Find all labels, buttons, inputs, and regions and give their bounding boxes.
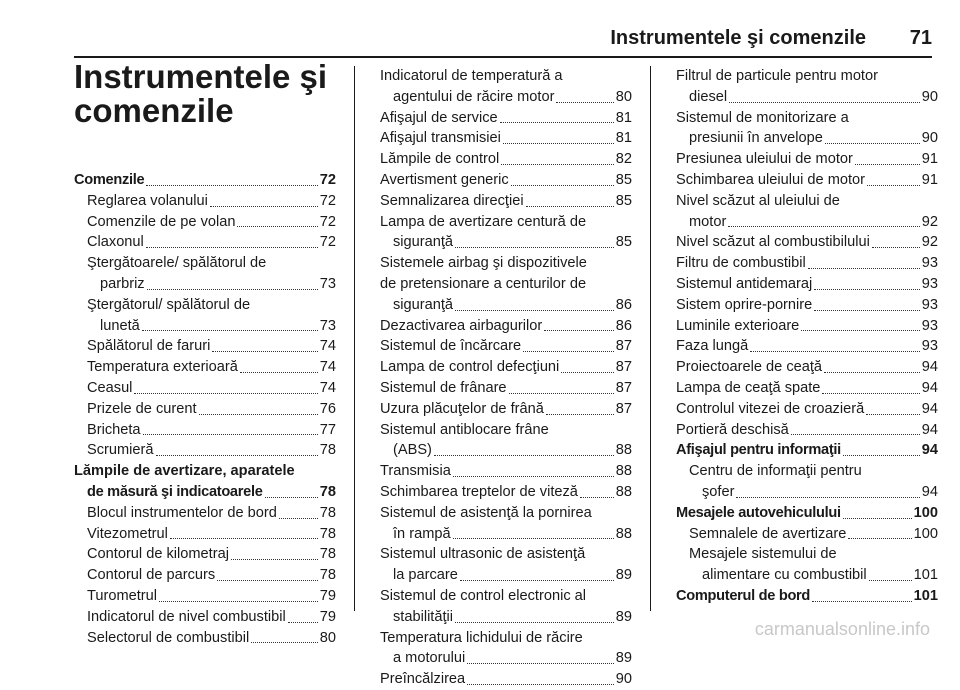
toc-entry-label-line: Sistemul de asistenţă la pornirea [380,504,592,521]
toc-entry[interactable] [676,336,938,357]
toc-entry-label: siguranţă [393,234,454,251]
dot-leader [729,102,920,103]
toc-entry-label: (ABS) [393,442,432,459]
toc-entry-page: 94 [921,483,938,500]
toc-entry-page: 73 [319,317,336,334]
toc-entry[interactable] [74,336,336,357]
toc-entry[interactable] [74,544,336,565]
toc-entry-label: agentului de răcire motor [393,88,555,105]
dot-leader [843,455,920,456]
toc-entry-page: 78 [319,546,336,563]
toc-entry-label: şofer [702,483,735,500]
toc-entry-label: Sistemul de încărcare [380,338,522,355]
dot-leader [526,206,614,207]
dot-leader [467,684,614,685]
toc-entry-label: Luminile exterioare [676,317,800,334]
toc-entry[interactable] [74,440,336,461]
toc-entry-label: diesel [689,88,728,105]
toc-entry[interactable] [74,420,336,441]
toc-entry-page: 82 [615,151,632,168]
toc-entry-label: Ceasul [87,379,133,396]
toc-entry-label: Temperatura exterioară [87,359,238,376]
toc-entry-label: Contorul de parcurs [87,567,216,584]
toc-entry-label: presiunii în anvelope [689,130,823,147]
toc-entry-page: 76 [319,400,336,417]
page-header [74,27,932,53]
toc-entry-label: Comenzile [74,172,145,188]
toc-entry-label: Preîncălzirea [380,671,466,688]
toc-entry[interactable] [380,316,632,337]
toc-entry-page: 80 [319,629,336,646]
toc-entry-page: 88 [615,442,632,459]
toc-entry-page: 88 [615,463,632,480]
toc-entry[interactable] [74,461,336,503]
dot-leader [511,185,614,186]
toc-entry-page: 90 [615,671,632,688]
toc-entry[interactable] [380,586,632,628]
page-number: 71 [909,27,932,49]
toc-entry-label: Faza lungă [676,338,749,355]
dot-leader [501,164,614,165]
toc-entry-page: 88 [615,483,632,500]
toc-entry-label: Sistem oprire-pornire [676,296,813,313]
toc-entry-label: Selectorul de combustibil [87,629,250,646]
dot-leader [855,164,920,165]
toc-entry[interactable] [74,503,336,524]
dot-leader [869,580,912,581]
dot-leader [156,455,318,456]
toc-entry-label: Contorul de kilometraj [87,546,229,563]
dot-leader [237,226,317,227]
toc-entry[interactable] [380,191,632,212]
toc-entry-label: Uzura plăcuţelor de frână [380,400,544,417]
toc-entry-page: 74 [319,379,336,396]
toc-entry[interactable] [380,66,632,108]
toc-entry-label: Indicatorul de nivel combustibil [87,608,286,625]
toc-entry[interactable] [380,503,632,545]
toc-entry[interactable] [676,524,938,545]
toc-entry-label-line: Centru de informaţii pentru [689,463,862,480]
header-title: Instrumentele şi comenzile [610,27,866,49]
dot-leader [460,580,614,581]
toc-entry-label-line: de pretensionare a centurilor de [380,275,587,292]
toc-entry-page: 94 [921,442,938,459]
toc-entry-label: a motorului [393,650,466,667]
toc-entry-label: Schimbarea treptelor de viteză [380,483,578,500]
toc-entry-page: 78 [319,567,336,584]
toc-entry-page: 94 [921,359,938,376]
toc-entry-label: Sistemul de frânare [380,379,507,396]
toc-entry-label: Claxonul [87,234,144,251]
toc-entry[interactable] [74,212,336,233]
toc-column-2 [380,66,632,690]
toc-entry[interactable] [74,565,336,586]
toc-entry[interactable] [676,378,938,399]
toc-entry-label: Reglarea volanului [87,192,208,209]
column-divider [650,66,651,611]
toc-entry-label: Turometrul [87,587,158,604]
toc-entry[interactable] [74,628,336,649]
toc-entry[interactable] [380,544,632,586]
dot-leader [455,247,614,248]
toc-entry-page: 89 [615,608,632,625]
dot-leader [544,330,614,331]
toc-entry-label: Schimbarea uleiului de motor [676,171,866,188]
toc-entry-page: 89 [615,567,632,584]
toc-entry-page: 78 [319,483,336,500]
toc-entry[interactable] [676,503,938,524]
toc-entry-page: 80 [615,88,632,105]
toc-entry-page: 87 [615,379,632,396]
dot-leader [546,414,614,415]
toc-entry-label-line: Temperatura lichidului de răcire [380,629,583,646]
toc-entry-page: 92 [921,234,938,251]
toc-entry-page: 87 [615,359,632,376]
toc-entry-page: 101 [913,567,938,584]
toc-entry-page: 94 [921,400,938,417]
toc-entry-label: Semnalizarea direcţiei [380,192,524,209]
dot-leader [866,414,920,415]
toc-entry-label-line: Sistemul de control electronic al [380,587,587,604]
dot-leader [210,206,318,207]
toc-entry-label-line: Filtrul de particule pentru motor [676,68,878,84]
dot-leader [288,622,318,623]
toc-entry[interactable] [74,170,336,191]
toc-entry-label: Semnalele de avertizare [689,525,847,542]
toc-entry-label: motor [689,213,727,230]
toc-entry-label: Avertisment generic [380,171,509,188]
toc-entry[interactable] [676,66,938,108]
dot-leader [279,518,318,519]
toc-entry-label-line: Mesajele sistemului de [689,546,837,563]
dot-leader [217,580,318,581]
dot-leader [500,122,614,123]
toc-entry[interactable] [676,461,938,503]
toc-entry-page: 81 [615,109,632,126]
toc-entry-page: 85 [615,192,632,209]
dot-leader [265,497,318,498]
toc-entry-label: Spălătorul de faruri [87,338,211,355]
dot-leader [199,414,318,415]
toc-entry-label: Lămpile de control [380,151,500,168]
toc-entry[interactable] [676,420,938,441]
dot-leader [736,497,919,498]
toc-entry-label: Nivel scăzut al combustibilului [676,234,870,251]
dot-leader [523,351,614,352]
toc-entry-page: 78 [319,504,336,521]
toc-entry[interactable] [380,212,632,254]
dot-leader [147,289,318,290]
toc-entry-label-line: Ştergătoarele/ spălătorul de [87,255,267,272]
toc-entry-label: parbriz [100,275,145,292]
dot-leader [455,310,614,311]
toc-entry-page: 88 [615,525,632,542]
dot-leader [728,226,919,227]
dot-leader [509,393,614,394]
toc-entry[interactable] [74,378,336,399]
toc-entry[interactable] [380,399,632,420]
dot-leader [251,642,318,643]
toc-entry[interactable] [380,128,632,149]
toc-entry-label: Vitezometrul [87,525,168,542]
toc-entry-page: 72 [319,172,336,188]
toc-entry-page: 94 [921,379,938,396]
toc-entry-page: 72 [319,234,336,251]
toc-entry[interactable] [380,357,632,378]
dot-leader [453,476,614,477]
toc-entry[interactable] [74,253,336,295]
dot-leader [455,622,614,623]
toc-entry-page: 87 [615,400,632,417]
toc-entry[interactable] [676,544,938,586]
toc-entry-label-line: Sistemul antiblocare frâne [380,421,549,438]
toc-entry-page: 86 [615,317,632,334]
toc-entry-label: Prizele de curent [87,400,197,417]
toc-entry-page: 94 [921,421,938,438]
dot-leader [814,310,920,311]
toc-entry-page: 77 [319,421,336,438]
toc-entry[interactable] [676,274,938,295]
toc-entry-page: 78 [319,442,336,459]
toc-entry-label: Bricheta [87,421,141,438]
toc-entry[interactable] [676,295,938,316]
toc-entry-label-line: Lampa de avertizare centură de [380,213,587,230]
dot-leader [872,247,920,248]
toc-entry[interactable] [676,149,938,170]
toc-entry[interactable] [676,586,938,607]
toc-entry[interactable] [74,232,336,253]
dot-leader [580,497,614,498]
toc-entry-label: Proiectoarele de ceaţă [676,359,823,376]
toc-entry-page: 78 [319,525,336,542]
dot-leader [848,538,911,539]
toc-entry-label: la parcare [393,567,458,584]
toc-entry-label: Afişajul transmisiei [380,130,501,147]
toc-entry-label: Afişajul pentru informaţii [676,442,841,459]
toc-entry-page: 79 [319,608,336,625]
toc-entry-page: 79 [319,587,336,604]
dot-leader [143,434,318,435]
dot-leader [240,372,318,373]
dot-leader [453,538,614,539]
toc-entry-page: 93 [921,296,938,313]
toc-entry-page: 90 [921,88,938,105]
dot-leader [824,372,920,373]
dot-leader [812,601,912,602]
toc-entry-label: Portieră deschisă [676,421,789,438]
toc-entry-label: Lampa de control defecţiuni [380,359,560,376]
dot-leader [822,393,919,394]
toc-entry-page: 93 [921,255,938,272]
toc-entry-label: în rampă [393,525,451,542]
toc-entry-page: 73 [319,275,336,292]
toc-entry-label-line: Indicatorul de temperatură a [380,68,563,84]
toc-entry[interactable] [380,628,632,670]
toc-entry[interactable] [74,607,336,628]
dot-leader [561,372,613,373]
toc-entry-page: 85 [615,171,632,188]
toc-entry-label: Sistemul antidemaraj [676,275,813,292]
watermark: carmanualsonline.info [754,619,930,639]
dot-leader [867,185,920,186]
toc-column-3 [676,66,938,607]
toc-entry-label-line: Ştergătorul/ spălătorul de [87,296,251,313]
dot-leader [134,393,317,394]
toc-entry[interactable] [74,357,336,378]
dot-leader [467,663,614,664]
toc-entry-page: 74 [319,359,336,376]
toc-entry[interactable] [380,482,632,503]
chapter-title: Instrumentele şi comenzile [74,58,328,129]
dot-leader [146,247,318,248]
toc-entry-label: Presiunea uleiului de motor [676,151,853,168]
toc-entry-page: 81 [615,130,632,147]
toc-entry[interactable] [380,108,632,129]
dot-leader [801,330,919,331]
dot-leader [146,185,317,186]
toc-entry-page: 91 [921,171,938,188]
toc-entry-label: Scrumieră [87,442,154,459]
toc-column-1 [74,170,336,648]
dot-leader [503,143,614,144]
toc-entry-label: stabilităţii [393,608,454,625]
toc-entry[interactable] [676,399,938,420]
toc-entry-page: 93 [921,275,938,292]
toc-entry-label: de măsură şi indicatoarele [87,483,263,500]
dot-leader [170,538,318,539]
toc-entry[interactable] [676,191,938,233]
dot-leader [808,268,920,269]
toc-entry-page: 93 [921,317,938,334]
toc-entry-page: 100 [913,525,938,542]
toc-entry-page: 72 [319,213,336,230]
toc-entry-page: 100 [913,504,938,521]
toc-entry-page: 91 [921,151,938,168]
toc-entry-label: Computerul de bord [676,587,811,604]
toc-entry-label: alimentare cu combustibil [702,567,867,584]
toc-entry[interactable] [74,399,336,420]
toc-entry-label: Lampa de ceaţă spate [676,379,821,396]
toc-entry-page: 93 [921,338,938,355]
toc-entry-page: 74 [319,338,336,355]
toc-entry-page: 90 [921,130,938,147]
toc-entry-page: 72 [319,192,336,209]
toc-entry[interactable] [380,253,632,315]
toc-entry-label: Controlul vitezei de croazieră [676,400,865,417]
toc-entry[interactable] [380,336,632,357]
toc-entry-page: 92 [921,213,938,230]
toc-entry[interactable] [380,461,632,482]
toc-entry-page: 101 [913,587,938,604]
toc-entry[interactable] [74,524,336,545]
toc-entry[interactable] [380,669,632,690]
toc-entry[interactable] [676,357,938,378]
toc-entry-page: 86 [615,296,632,313]
toc-entry[interactable] [676,170,938,191]
toc-entry-label: Comenzile de pe volan [87,213,236,230]
toc-entry[interactable] [380,170,632,191]
dot-leader [212,351,317,352]
toc-entry-label: Filtru de combustibil [676,255,806,272]
toc-entry[interactable] [74,586,336,607]
dot-leader [814,289,919,290]
dot-leader [556,102,613,103]
toc-entry[interactable] [74,191,336,212]
toc-entry[interactable] [676,316,938,337]
dot-leader [434,455,614,456]
toc-entry[interactable] [676,232,938,253]
dot-leader [750,351,920,352]
toc-entry[interactable] [676,253,938,274]
toc-entry[interactable] [380,149,632,170]
toc-entry-label: lunetă [100,317,140,334]
toc-entry-label: Blocul instrumentelor de bord [87,504,277,521]
dot-leader [159,601,318,602]
toc-entry[interactable] [380,378,632,399]
toc-entry[interactable] [676,440,938,461]
column-divider [354,66,355,611]
toc-entry-label-line: Sistemul ultrasonic de asistenţă [380,546,586,563]
toc-entry-page: 87 [615,338,632,355]
toc-entry[interactable] [380,420,632,462]
dot-leader [825,143,920,144]
toc-entry-label: siguranţă [393,296,454,313]
toc-entry[interactable] [676,108,938,150]
toc-entry-label-line: Sistemul de monitorizare a [676,109,849,126]
dot-leader [142,330,318,331]
toc-entry-label-line: Nivel scăzut al uleiului de [676,192,840,209]
toc-entry-page: 89 [615,650,632,667]
toc-entry-label: Afişajul de service [380,109,498,126]
toc-entry-label: Transmisia [380,463,451,480]
dot-leader [791,434,920,435]
toc-entry-label: Dezactivarea airbagurilor [380,317,543,334]
toc-entry[interactable] [74,295,336,337]
dot-leader [231,559,318,560]
toc-entry-label-line: Sistemele airbag şi dispozitivele [380,255,587,272]
toc-entry-label-line: Lămpile de avertizare, aparatele [74,463,295,480]
toc-entry-label: Mesajele autovehiculului [676,504,841,521]
dot-leader [843,518,912,519]
toc-entry-page: 85 [615,234,632,251]
